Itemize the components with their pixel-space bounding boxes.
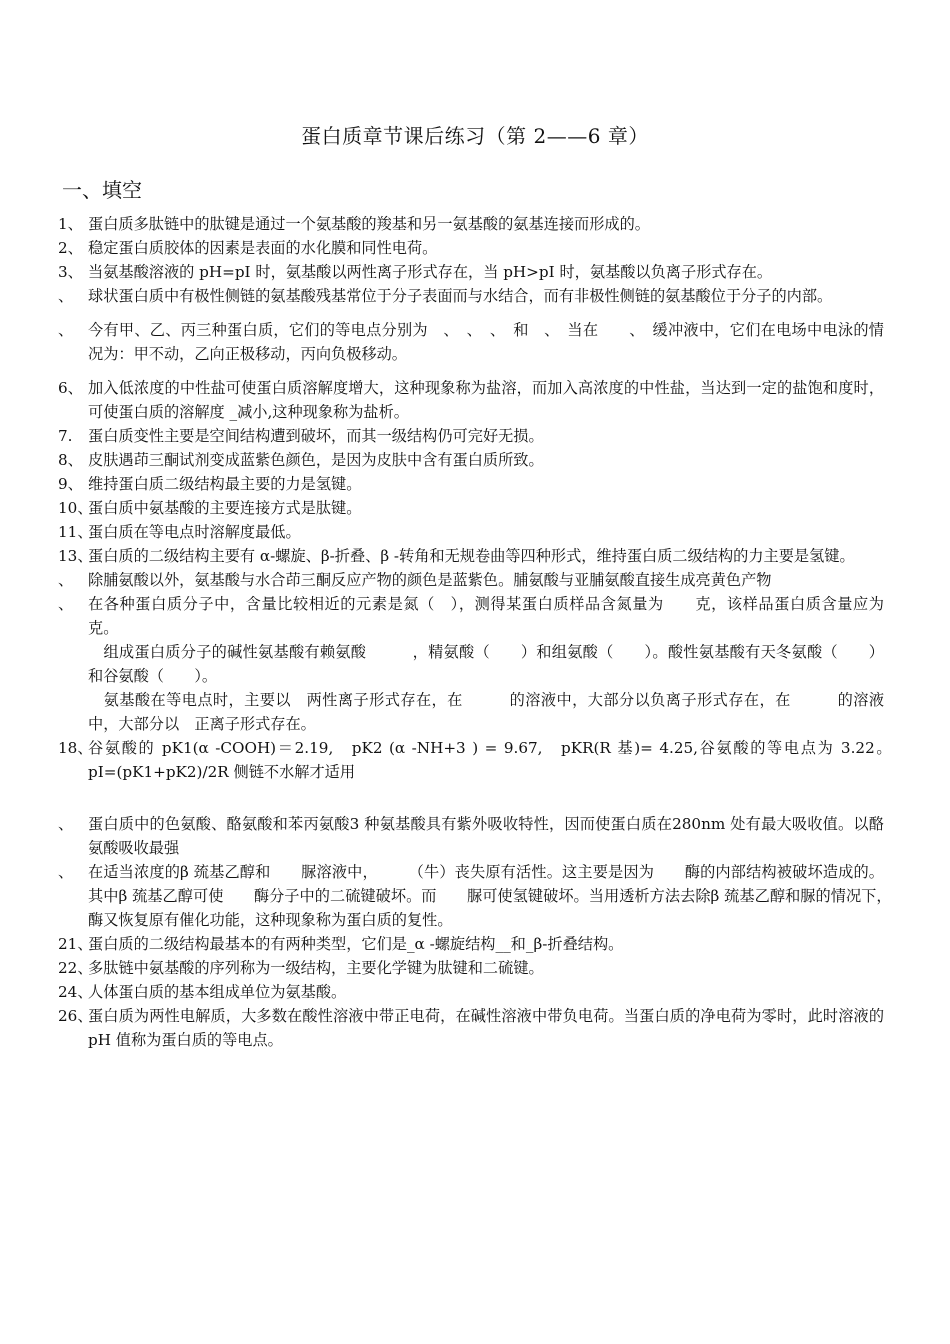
list-item [58, 932, 884, 956]
item-number: 、 [58, 815, 74, 833]
item-text: 蛋白质变性主要是空间结构遭到破坏，而其一级结构仍可完好无损。 [88, 427, 544, 445]
item-number: 8、 [58, 451, 83, 469]
list-item [58, 472, 884, 496]
item-text: 人体蛋白质的基本组成单位为氨基酸。 [88, 983, 347, 1001]
list-item [58, 956, 884, 980]
list-item [58, 1004, 884, 1052]
item-text: 在适当浓度的β 巯基乙醇和 脲溶液中， （牛）丧失原有活性。这主要是因为 酶的内部结构被破坏造成的。其中β 巯基乙醇可使 酶分子中的二硫键破坏。而 脲可使氢键破坏。当用透析方法去除β 巯基乙醇和脲的情况下， 酶又恢复原有催化功能，这种现象称为蛋白质的复性。 [88, 863, 915, 929]
exercise-list [58, 212, 915, 1052]
list-item [58, 688, 884, 736]
item-number: 7. [58, 427, 73, 445]
item-number: 21、 [58, 935, 93, 953]
item-number: 22、 [58, 959, 93, 977]
list-item [58, 260, 884, 284]
list-item [58, 812, 884, 860]
item-number: 18、 [58, 739, 93, 757]
item-number: 、 [58, 571, 74, 589]
item-number: 11、 [58, 523, 93, 541]
item-number: 6、 [58, 379, 83, 397]
item-text: 蛋白质的二级结构主要有 α-螺旋、β-折叠、β -转角和无规卷曲等四种形式，维持蛋白质二级结构的力主要是氢键。 [88, 547, 855, 565]
list-item [58, 318, 884, 366]
list-item [58, 284, 884, 308]
item-number: 、 [58, 287, 74, 305]
item-text: 谷氨酸的 pK1(α -COOH)＝2.19, pK2 (α -NH+3 ) = 9.67, pKR(R 基)= 4.25,谷氨酸的等电点为 3.22。 pI=(pK1+pK2)/2R 侧链不水解才适用 [88, 739, 915, 781]
list-item [58, 496, 884, 520]
list-item [58, 376, 884, 424]
item-number [58, 640, 88, 688]
item-text: 球状蛋白质中有极性侧链的氨基酸残基常位于分子表面而与水结合，而有非极性侧链的氨基酸位于分子的内部。 [88, 287, 833, 305]
item-number: 2、 [58, 239, 83, 257]
item-text: 蛋白质中氨基酸的主要连接方式是肽键。 [88, 499, 362, 517]
item-text: 多肽链中氨基酸的序列称为一级结构，主要化学键为肽键和二硫键。 [88, 959, 544, 977]
list-item [58, 424, 884, 448]
list-item [58, 640, 884, 688]
item-text: 稳定蛋白质胶体的因素是表面的水化膜和同性电荷。 [88, 239, 438, 257]
item-text: 除脯氨酸以外，氨基酸与水合茚三酮反应产物的颜色是蓝紫色。脯氨酸与亚脯氨酸直接生成亮黄色产物 [88, 571, 772, 589]
item-number: 13、 [58, 547, 93, 565]
list-item [58, 860, 915, 932]
item-number: 、 [58, 321, 74, 339]
item-text: 今有甲、乙、丙三种蛋白质，它们的等电点分别为 、 、 、 和 、 当在 、 缓冲液中，它们在电场中电泳的情况为：甲不动，乙向正极移动，丙向负极移动。 [88, 321, 884, 363]
item-number: 26、 [58, 1007, 93, 1025]
item-text: 蛋白质为两性电解质，大多数在酸性溶液中带正电荷，在碱性溶液中带负电荷。当蛋白质的净电荷为零时，此时溶液的 pH 值称为蛋白质的等电点。 [88, 1007, 884, 1049]
item-text: 蛋白质的二级结构最基本的有两种类型，它们是_α -螺旋结构__和_β-折叠结构。 [88, 935, 624, 953]
item-number: 24、 [58, 983, 93, 1001]
item-number: 、 [58, 863, 74, 881]
list-item [58, 236, 884, 260]
item-text: 加入低浓度的中性盐可使蛋白质溶解度增大，这种现象称为盐溶，而加入高浓度的中性盐，当达到一定的盐饱和度时，可使蛋白质的溶解度 _减小,这种现象称为盐析。 [88, 379, 884, 421]
item-number: 3、 [58, 263, 83, 281]
item-text: 氨基酸在等电点时，主要以 两性离子形式存在，在 的溶液中，大部分以负离子形式存在，在 的溶液中，大部分以 正离子形式存在。 [88, 691, 884, 733]
item-number: 1、 [58, 215, 83, 233]
section-heading: 一、填空 [62, 178, 142, 202]
item-number: 9、 [58, 475, 83, 493]
item-number: 、 [58, 595, 74, 613]
list-item [58, 980, 884, 1004]
item-text: 蛋白质在等电点时溶解度最低。 [88, 523, 301, 541]
item-number: 10、 [58, 499, 93, 517]
item-text: 蛋白质中的色氨酸、酪氨酸和苯丙氨酸3 种氨基酸具有紫外吸收特性，因而使蛋白质在280nm 处有最大吸收值。以酪氨酸吸收最强 [88, 815, 884, 857]
item-number [58, 688, 88, 736]
list-item [58, 592, 915, 640]
list-item [58, 736, 915, 784]
item-text: 组成蛋白质分子的碱性氨基酸有赖氨酸 ，精氨酸（ ）和组氨酸（ ）。酸性氨基酸有天冬氨酸（ ）和谷氨酸（ ）。 [88, 643, 884, 685]
list-item [58, 212, 884, 236]
item-text: 蛋白质多肽链中的肽键是通过一个氨基酸的羧基和另一氨基酸的氨基连接而形成的。 [88, 215, 650, 233]
list-item [58, 568, 884, 592]
list-item [58, 448, 884, 472]
list-item [58, 520, 884, 544]
list-item [58, 544, 884, 568]
page-title: 蛋白质章节课后练习（第 2——6 章） [301, 124, 649, 148]
item-text: 当氨基酸溶液的 pH=pI 时，氨基酸以两性离子形式存在，当 pH>pI 时，氨基酸以负离子形式存在。 [88, 263, 773, 281]
item-text: 在各种蛋白质分子中，含量比较相近的元素是氮（ ），测得某蛋白质样品含氮量为 克，该样品蛋白质含量应为 克。 [88, 595, 915, 637]
item-text: 维持蛋白质二级结构最主要的力是氢键。 [88, 475, 362, 493]
item-text: 皮肤遇茚三酮试剂变成蓝紫色颜色，是因为皮肤中含有蛋白质所致。 [88, 451, 544, 469]
